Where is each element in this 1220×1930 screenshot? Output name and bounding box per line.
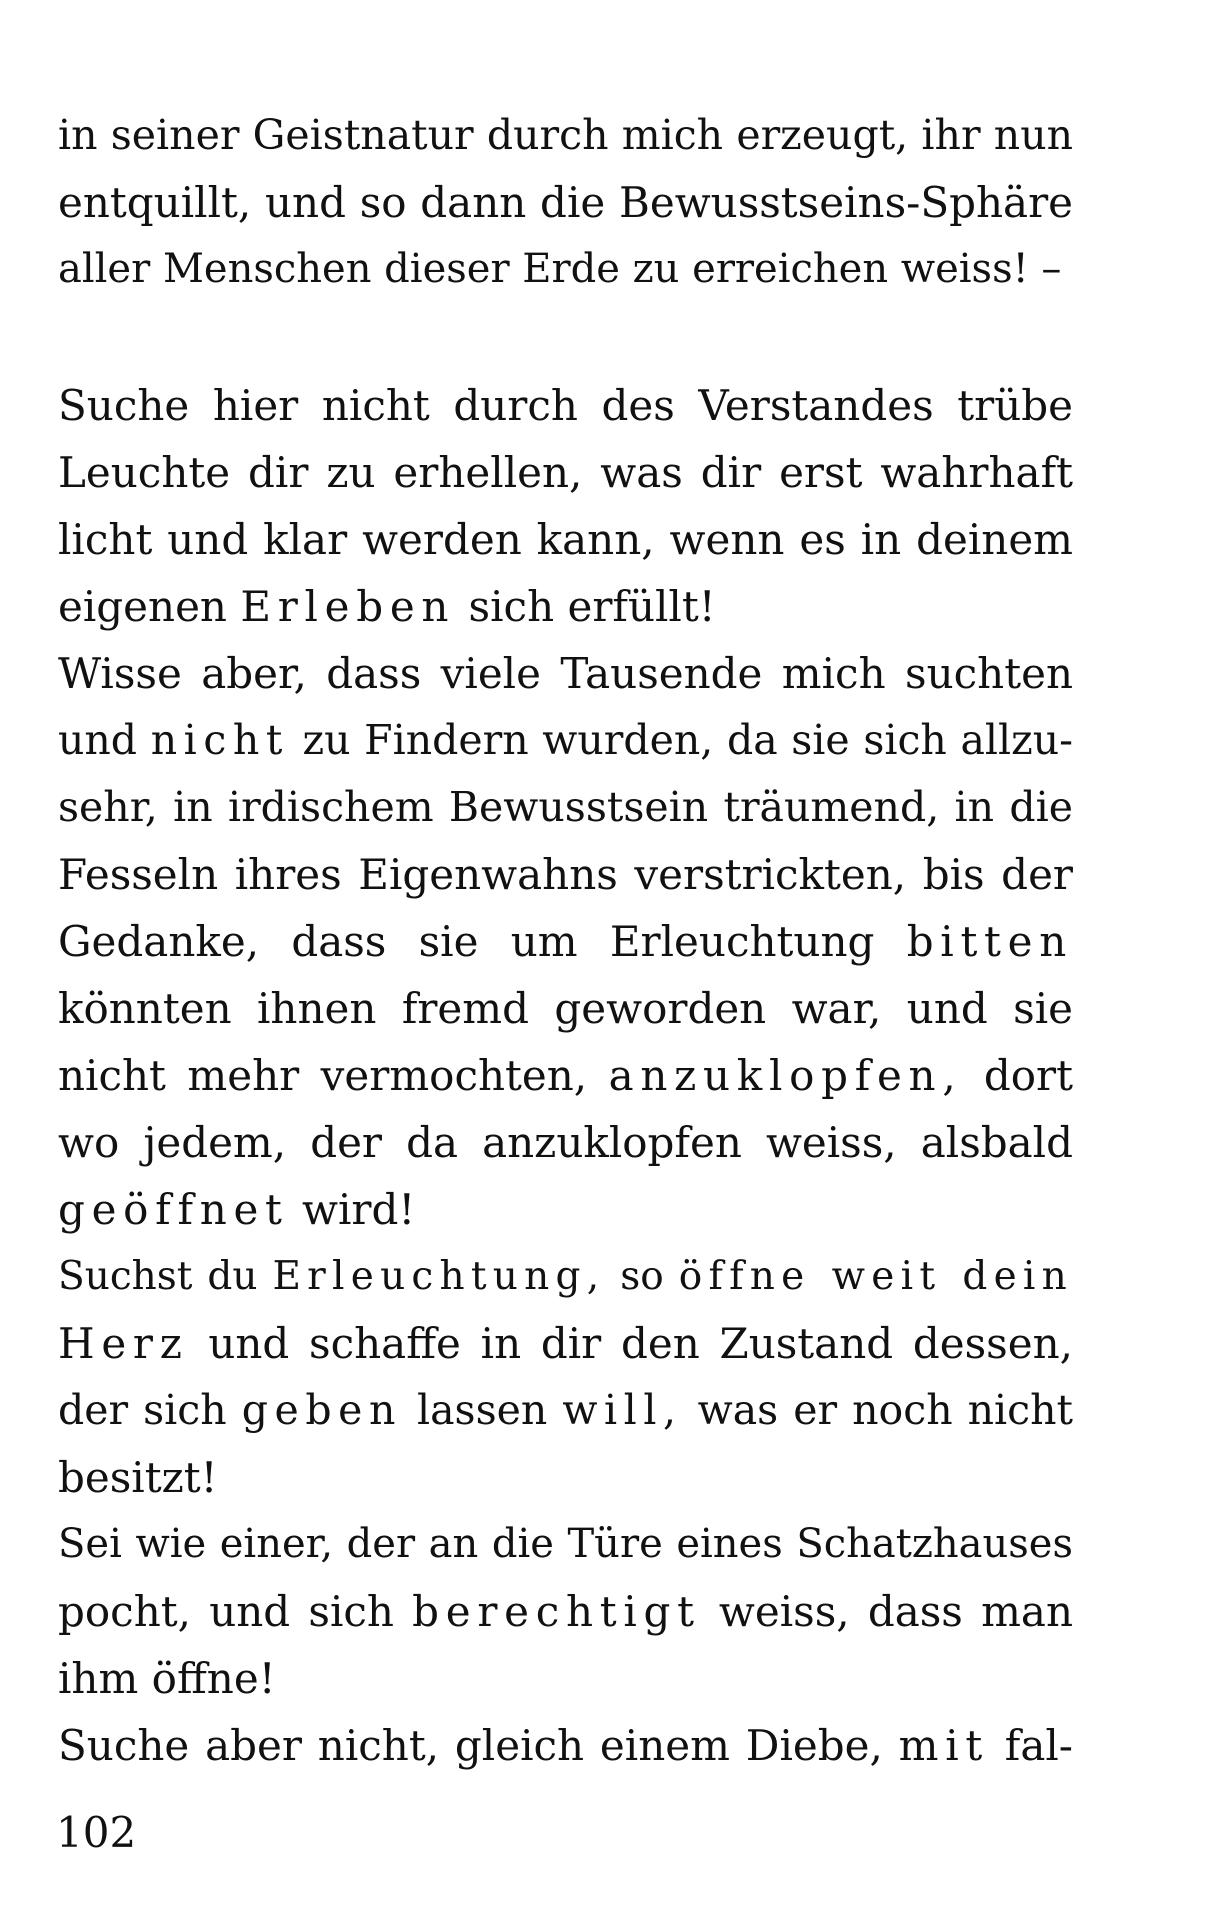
spaced-emphasis: geöffnet [58,1185,289,1234]
text-run: Suche aber nicht, gleich einem Diebe, [58,1721,899,1770]
text-run: und [58,716,151,764]
text-line [58,1176,1073,1243]
text-run: sich erfüllt! [455,582,716,631]
text-line: aller Menschen dieser Erde zu erreichen weiss! – [58,246,1062,292]
text-run: pocht, und sich [58,1587,413,1636]
text-run: was er noch nicht [682,1386,1073,1434]
spaced-emphasis: Erleben [240,582,456,631]
spaced-emphasis: will, [562,1386,683,1434]
text-run: wird! [288,1185,416,1234]
text-run: zu Findern wurden, da sie sich allzu- [288,716,1073,764]
spaced-emphasis: anzuklopfen, [608,1051,963,1100]
paragraph-gap [58,303,1073,372]
paragraph [58,372,1073,640]
text-run: dort [962,1051,1073,1100]
spaced-emphasis: berechtigt [412,1587,701,1636]
text-run: lassen [401,1386,563,1434]
body-text [58,102,1073,1779]
paragraph [58,640,1073,1243]
spaced-emphasis: geben [241,1386,402,1434]
paragraph [58,102,1073,303]
text-line: wo jedem, der da anzuklopfen weiss, alsbald [58,1118,1073,1167]
text-line: Leuchte dir zu erhellen, was dir erst wahrhaft [58,448,1073,497]
spaced-emphasis: nicht [150,716,289,764]
page-number: 102 [56,1808,137,1857]
text-run: der sich [58,1386,242,1434]
text-line [58,573,1073,640]
text-line [58,1310,1073,1377]
text-line: besitzt! [58,1453,218,1502]
text-line [58,707,1073,774]
paragraph [58,1712,1073,1779]
text-line [58,1042,1073,1109]
text-line: sehr, in irdischem Bewusstsein träumend, in die [58,783,1073,831]
text-line: Wisse aber, dass viele Tausende mich suchten [58,649,1073,698]
spaced-emphasis: mit [898,1721,989,1770]
text-line: entquillt, und so dann die Bewusstseins-Sphäre [58,178,1073,227]
text-line [58,908,1073,975]
spaced-emphasis: öffne weit dein [678,1254,1073,1299]
text-run: so [605,1254,679,1299]
text-run: Gedanke, dass sie um Erleuchtung [58,917,907,966]
text-line [58,1377,1073,1444]
text-line: Suche hier nicht durch des Verstandes trübe [58,381,1073,430]
text-line [58,1243,1073,1310]
spaced-emphasis: Erleuchtung, [272,1254,606,1299]
text-line: licht und klar werden kann, wenn es in deinem [58,515,1073,564]
text-run: Suchst du [58,1254,273,1299]
text-line [58,1712,1073,1779]
paragraph [58,1243,1073,1511]
text-run: eigenen [58,582,241,631]
text-line: könnten ihnen fremd geworden war, und sie [58,984,1073,1033]
text-line: ihm öffne! [58,1654,276,1703]
text-run: und schaffe in dir den Zustand dessen, [188,1319,1073,1368]
text-line: in seiner Geistnatur durch mich erzeugt, ihr nun [58,111,1073,159]
text-run: nicht mehr vermochten, [58,1051,609,1100]
spaced-emphasis: bitten [906,917,1073,966]
text-run: weiss, dass man [700,1587,1073,1636]
text-line: Fesseln ihres Eigenwahns verstrickten, bis der [58,850,1073,899]
text-line: Sei wie einer, der an die Türe eines Schatzhauses [58,1521,1073,1567]
paragraph [58,1511,1073,1712]
text-line [58,1578,1073,1645]
spaced-emphasis: Herz [58,1319,189,1368]
text-run: fal- [988,1721,1073,1770]
